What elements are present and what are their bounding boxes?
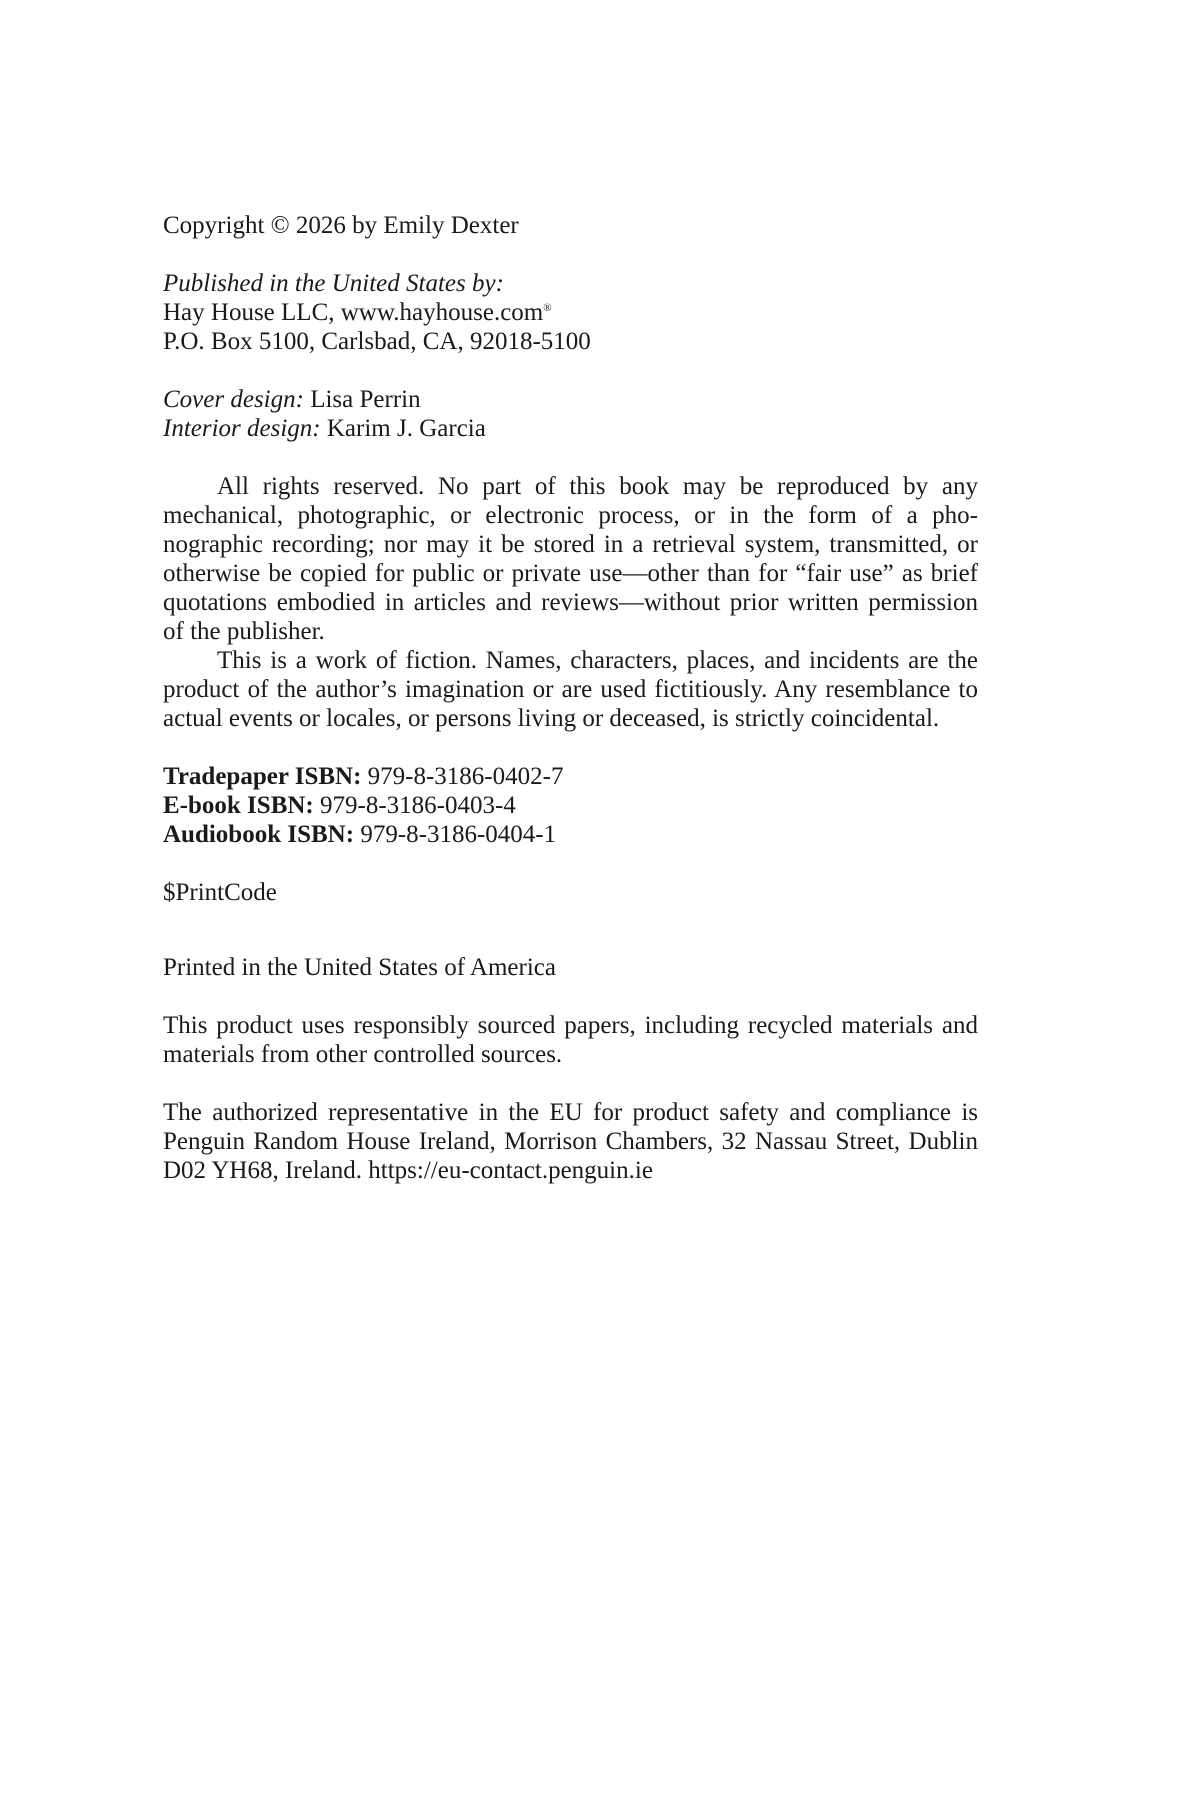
interior-design-label: Interior design: — [163, 415, 321, 442]
publisher-address: P.O. Box 5100, Carlsbad, CA, 92018-5100 — [163, 328, 591, 355]
publisher-info — [163, 269, 978, 356]
design-credits — [163, 385, 978, 443]
eu-representative-statement: The authorized representative in the EU for product safety and compliance is Penguin Random House Ireland, Morrison Chambers, 32 Nassau Street, Dublin D02 YH68, Ireland. https://eu-contact.penguin.ie — [163, 1099, 978, 1184]
copyright-notice: Copyright © 2026 by Emily Dexter — [163, 212, 519, 239]
published-label: Published in the United States by: — [163, 270, 504, 297]
isbn-value: 979-8-3186-0404-1 — [354, 821, 557, 848]
cover-design-credit — [163, 385, 978, 414]
cover-design-label: Cover design: — [163, 386, 304, 413]
copyright-text-block — [163, 211, 978, 1185]
isbn-audiobook — [163, 820, 978, 849]
isbn-value: 979-8-3186-0403-4 — [313, 792, 516, 819]
isbn-value: 979-8-3186-0402-7 — [361, 763, 564, 790]
print-code: $PrintCode — [163, 879, 277, 906]
isbn-ebook — [163, 791, 978, 820]
legal-notice — [163, 472, 978, 733]
publisher-name: Hay House LLC, www.hayhouse.com — [163, 299, 544, 326]
paper-statement: This product uses responsibly sourced papers, including recycled materials and materials from other controlled sources. — [163, 1012, 978, 1068]
isbn-tradepaper — [163, 762, 978, 791]
isbn-list — [163, 762, 978, 849]
cover-design-value: Lisa Perrin — [303, 386, 421, 413]
rights-paragraph: All rights reserved. No part of this book may be reproduced by any mechanical, photographic, or electronic process, or in the form of a phonographic recording; nor may it be stored in a retrieval system, transmitted, or otherwise be copied for public or private use—other than for “fair use” as brief quotations embodied in articles and reviews—without prior written permission of the publisher. — [163, 473, 978, 645]
interior-design-value: Karim J. Garcia — [320, 415, 486, 442]
publisher-name-line — [163, 298, 978, 327]
interior-design-credit — [163, 414, 978, 443]
fiction-paragraph: This is a work of fiction. Names, characters, places, and incidents are the product of the author’s imagination or are used fictitiously. Any resemblance to actual events or locales, or persons living or deceased, is strictly coincidental. — [163, 647, 978, 732]
isbn-label: E-book ISBN: — [163, 792, 314, 819]
isbn-label: Tradepaper ISBN: — [163, 763, 362, 790]
printed-in-statement: Printed in the United States of America — [163, 954, 556, 981]
registered-mark: ® — [543, 302, 552, 314]
isbn-label: Audiobook ISBN: — [163, 821, 355, 848]
